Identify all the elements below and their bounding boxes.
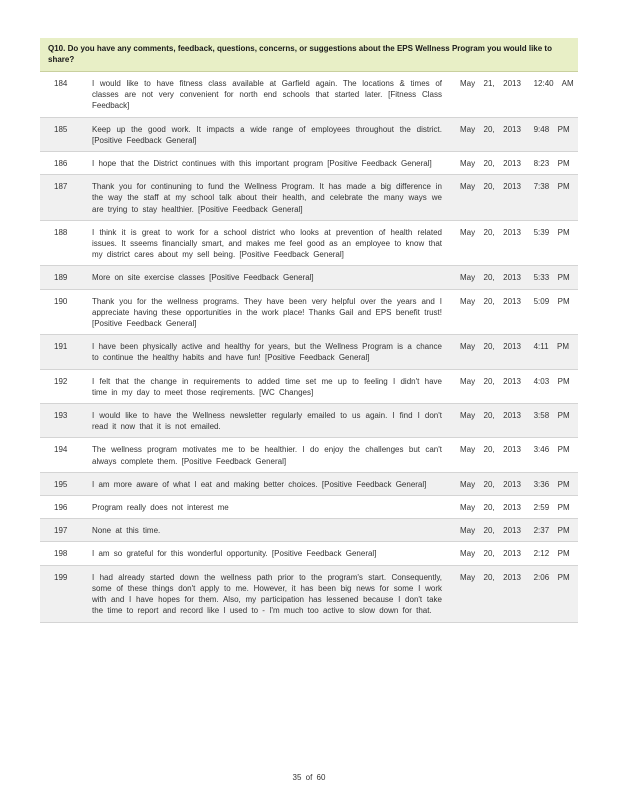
response-number: 190	[54, 296, 68, 306]
table-row	[40, 72, 578, 118]
response-number: 186	[54, 159, 68, 169]
page-number: 35 of 60	[292, 773, 326, 782]
table-row	[40, 404, 578, 438]
table-row	[40, 335, 578, 369]
table-row	[40, 496, 578, 519]
table-row	[40, 118, 578, 152]
response-comment: None at this time.	[92, 526, 161, 536]
response-date: May 20, 2013 8:23 PM	[460, 159, 570, 169]
table-row	[40, 290, 578, 336]
response-date: May 20, 2013 2:12 PM	[460, 549, 570, 559]
response-date: May 20, 2013 4:03 PM	[460, 376, 570, 386]
response-number: 188	[54, 227, 68, 237]
response-comment: Keep up the good work. It impacts a wide range of employees throughout the district. [Positive Feedback General]	[92, 124, 442, 145]
response-number: 199	[54, 572, 68, 582]
table-row	[40, 473, 578, 496]
response-comment: I am so grateful for this wonderful opportunity. [Positive Feedback General]	[92, 549, 377, 559]
response-date: May 20, 2013 2:59 PM	[460, 503, 570, 513]
response-comment: I had already started down the wellness path prior to the program's start. Consequently, some of these things don't apply to me. However, it has been big news for some I work with and I have hopes for them. Also, my participation has lessened because I don't take the time to report and record like I used to - I'm much too active to slow down for that.	[92, 572, 442, 616]
response-date: May 20, 2013 3:58 PM	[460, 411, 570, 421]
response-date: May 20, 2013 5:39 PM	[460, 227, 570, 237]
response-comment: I would like to have the Wellness newsletter regularly emailed to us again. I find I don't read it now that it is not emailed.	[92, 411, 442, 432]
table-row	[40, 542, 578, 565]
response-date: May 20, 2013 2:06 PM	[460, 572, 570, 582]
response-comment: Program really does not interest me	[92, 503, 229, 513]
response-comment: The wellness program motivates me to be healthier. I do enjoy the challenges but can't always complete them. [Positive Feedback General]	[92, 445, 442, 466]
response-date: May 20, 2013 9:48 PM	[460, 124, 570, 134]
response-date: May 20, 2013 3:36 PM	[460, 479, 570, 489]
table-row	[40, 266, 578, 289]
response-comment: I have been physically active and healthy for years, but the Wellness Program is a chance to continue the healthy habits and have fun! [Positive Feedback General]	[92, 342, 442, 363]
response-rows	[40, 72, 578, 623]
response-number: 184	[54, 79, 68, 88]
question-header: Q10. Do you have any comments, feedback, questions, concerns, or suggestions about the EPS Wellness Program you would like to share?	[40, 38, 578, 72]
response-number: 187	[54, 182, 68, 192]
response-date: May 20, 2013 3:46 PM	[460, 445, 570, 455]
response-date: May 20, 2013 5:33 PM	[460, 273, 570, 283]
response-comment: I am more aware of what I eat and making better choices. [Positive Feedback General]	[92, 479, 427, 489]
table-row	[40, 438, 578, 472]
response-comment: I would like to have fitness class available at Garfield again. The locations & times of classes are not very convenient for north end schools that started later. [Fitness Class Feedback]	[92, 79, 442, 111]
response-comment: More on site exercise classes [Positive Feedback General]	[92, 273, 314, 283]
table-row	[40, 221, 578, 267]
response-number: 185	[54, 124, 68, 134]
response-number: 189	[54, 273, 68, 283]
response-date: May 20, 2013 2:37 PM	[460, 526, 570, 536]
response-comment: I hope that the District continues with this important program [Positive Feedback General]	[92, 159, 432, 169]
response-number: 194	[54, 445, 68, 455]
response-comment: I felt that the change in requirements to added time set me up to feeling I didn't have time in my day to meet those reqirements. [WC Changes]	[92, 376, 442, 397]
response-date: May 20, 2013 4:11 PM	[460, 342, 570, 352]
table-row	[40, 370, 578, 404]
response-number: 197	[54, 526, 68, 536]
response-number: 196	[54, 503, 68, 513]
response-date: May 20, 2013 7:38 PM	[460, 182, 570, 192]
responses-table	[40, 38, 578, 623]
response-number: 191	[54, 342, 68, 352]
response-number: 193	[54, 411, 68, 421]
response-comment: I think it is great to work for a school district who looks at prevention of health related issues. It sseems financially smart, and makes me feel good as an employee to know that my district cares about my sell being. [Positive Feedback General]	[92, 227, 442, 260]
table-row	[40, 152, 578, 175]
response-number: 192	[54, 376, 68, 386]
table-row	[40, 519, 578, 542]
response-number: 195	[54, 479, 68, 489]
response-number: 198	[54, 549, 68, 559]
response-comment: Thank you for continuning to fund the Wellness Program. It has made a big difference in the way the staff at my school talk about their health, and celebrate the many ways we are trying to stay healthier. [Positive Feedback General]	[92, 182, 442, 214]
response-date: May 20, 2013 5:09 PM	[460, 296, 570, 306]
response-date: May 21, 2013 12:40 AM	[460, 79, 574, 88]
response-comment: Thank you for the wellness programs. They have been very helpful over the years and I appreciate having these opportunities in the work place! Thanks Gail and EPS benefit trust! [Positive Feedback General]	[92, 296, 442, 329]
table-row	[40, 175, 578, 221]
table-row	[40, 566, 578, 623]
